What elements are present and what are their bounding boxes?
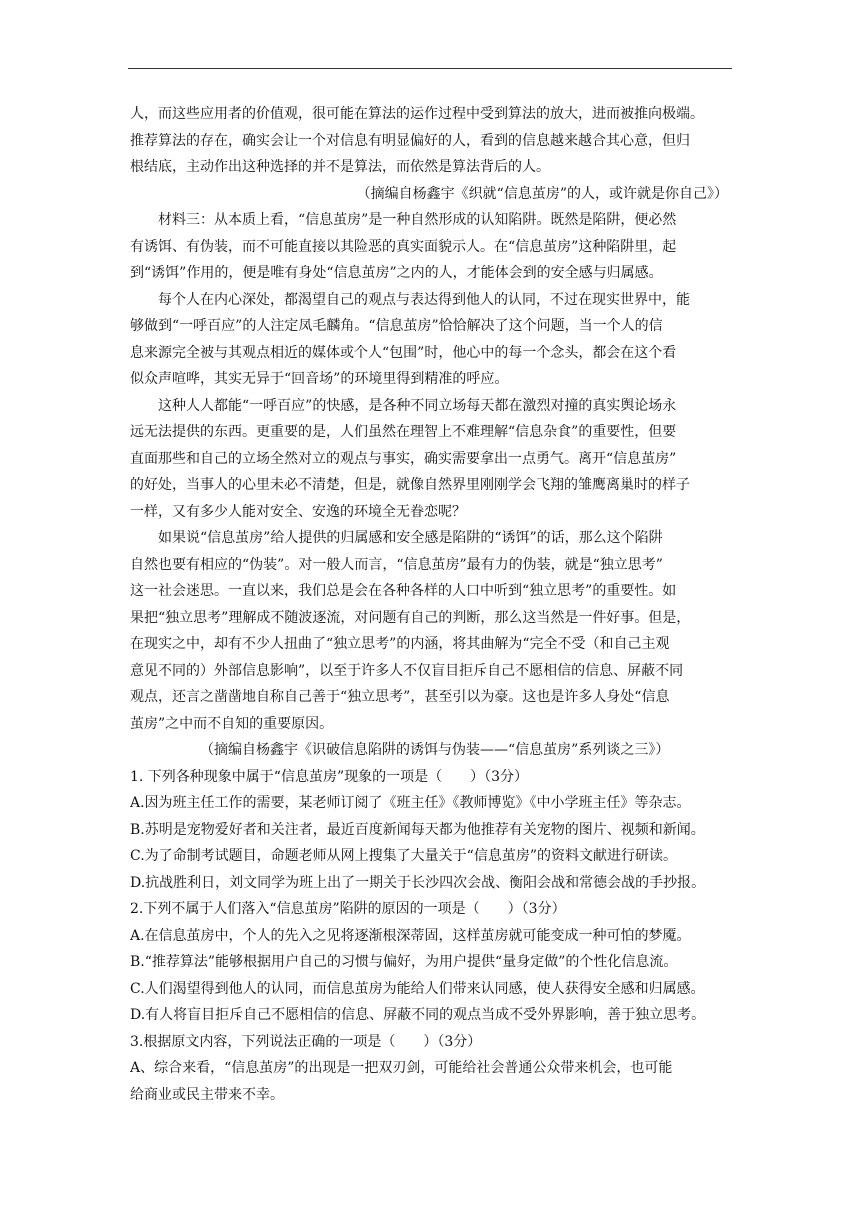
answer-option: C.为了命制考试题目，命题老师从网上搜集了大量关于“信息茧房”的资料文献进行研读。 [130, 848, 677, 864]
header-rule [128, 68, 732, 69]
paragraph-line: 在现实之中，却有不少人扭曲了“独立思考”的内涵，将其曲解为“完全不受（和自己主观 [130, 636, 670, 652]
paragraph-line: 茧房”之中而不自知的重要原因。 [130, 715, 334, 732]
source-citation: （摘编自杨鑫宇《识破信息陷阱的诱饵与伪装——“信息茧房”系列谈之三》） [200, 742, 670, 758]
answer-option: 给商业或民主带来不幸。 [130, 1086, 284, 1103]
paragraph-line: 自然也要有相应的“伪装”。对一般人而言，“信息茧房”最有力的伪装，就是“独立思考” [130, 556, 663, 573]
paragraph-line: 一样，又有多少人能对安全、安逸的环境全无眷恋呢？ [130, 503, 466, 520]
paragraph-line: 够做到“一呼百应”的人注定凤毛麟角。“信息茧房”恰恰解决了这个问题，当一个人的信 [130, 318, 663, 334]
question-stem: 2.下列不属于人们落入“信息茧房”陷阱的原因的一项是（ ）（3分） [130, 901, 566, 917]
paragraph-line: 每个人在内心深处，都渴望自己的观点与表达得到他人的认同，不过在现实世界中，能 [158, 291, 690, 308]
answer-option: B.苏明是宠物爱好者和关注者，最近百度新闻每天都为他推荐有关宠物的图片、视频和新闻。 [130, 821, 705, 838]
paragraph-line: 有诱饵、有伪装，而不可能直接以其险恶的真实面貌示人。在“信息茧房”这种陷阱里，起 [130, 238, 677, 255]
paragraph-line: 的好处，当事人的心里未必不清楚，但是，就像自然界里刚刚学会飞翔的雏鹰离巢时的样子 [130, 477, 690, 493]
paragraph-line: 到“诱饵”作用的，便是唯有身处“信息茧房”之内的人，才能体会到的安全感与归属感。 [130, 265, 663, 281]
paragraph-line: 这一社会迷思。一直以来，我们总是会在各种各样的人口中听到“独立思考”的重要性。如 [130, 583, 677, 599]
answer-option: A.因为班主任工作的需要，某老师订阅了《班主任》《教师博览》《中小学班主任》等杂志。 [130, 795, 691, 811]
question-stem: 1. 下列各种现象中属于“信息茧房”现象的一项是（ ）（3分） [130, 768, 529, 785]
paragraph-line: 似众声喧哗，其实无异于“回音场”的环境里得到精准的呼应。 [130, 371, 509, 387]
paragraph-line: 推荐算法的存在，确实会让一个对信息有明显偏好的人，看到的信息越来越合其心意，但归 [130, 132, 690, 149]
paragraph-line: 人，而这些应用者的价值观，很可能在算法的运作过程中受到算法的放大，进而被推向极端。 [130, 106, 704, 122]
paragraph-line: 观点，还言之凿凿地自称自己善于“独立思考”，甚至引以为豪。这也是许多人身处“信息 [130, 689, 670, 705]
answer-option: D.抗战胜利日，刘文同学为班上出了一期关于长沙四次会战、衡阳会战和常德会战的手抄报。 [130, 874, 706, 891]
paragraph-line: 根结底，主动作出这种选择的并不是算法，而依然是算法背后的人。 [130, 159, 550, 175]
source-citation: （摘编自杨鑫宇《织就“信息茧房”的人，或许就是你自己》） [356, 185, 728, 202]
answer-option: D.有人将盲目拒斥自己不愿相信的信息、屏蔽不同的观点当成不受外界影响，善于独立思考。 [130, 1007, 706, 1023]
answer-option: C.人们渴望得到他人的认同，而信息茧房为能给人们带来认同感，使人获得安全感和归属感。 [130, 980, 705, 997]
paragraph-line: 果把“独立思考”理解成不随波逐流，对问题有自己的判断，那么这当然是一件好事。但是， [130, 609, 691, 626]
paragraph-line: 意见不同的）外部信息影响”，以至于许多人不仅盲目拒斥自己不愿相信的信息、屏蔽不同 [130, 662, 684, 679]
paragraph-line: 远无法提供的东西。更重要的是，人们虽然在理智上不难理解“信息杂食”的重要性，但要 [130, 424, 677, 440]
paragraph-line: 这种人人都能“一呼百应”的快感，是各种不同立场每天都在激烈对撞的真实舆论场永 [158, 397, 677, 414]
document-body [130, 101, 732, 1108]
answer-option: A、综合来看，“信息茧房”的出现是一把双刃剑，可能给社会普通公众带来机会，也可能 [130, 1060, 673, 1076]
paragraph-line: 直面那些和自己的立场全然对立的观点与事实，确实需要拿出一点勇气。离开“信息茧房” [130, 450, 677, 467]
paragraph-line: 如果说“信息茧房”给人提供的归属感和安全感是陷阱的“诱饵”的话，那么这个陷阱 [158, 530, 663, 546]
question-stem: 3.根据原文内容，下列说法正确的一项是（ ）（3分） [130, 1033, 482, 1050]
paragraph-line: 息来源完全被与其观点相近的媒体或个人“包围”时，他心中的每一个念头，都会在这个看 [130, 344, 677, 361]
paragraph-line: 材料三：从本质上看，“信息茧房”是一种自然形成的认知陷阱。既然是陷阱，便必然 [158, 212, 677, 228]
answer-option: A.在信息茧房中，个人的先入之见将逐渐根深蒂固，这样茧房就可能变成一种可怕的梦魇。 [130, 927, 691, 944]
answer-option: B.“推荐算法”能够根据用户自己的习惯与偏好，为用户提供“量身定做”的个性化信息流。 [130, 954, 678, 970]
